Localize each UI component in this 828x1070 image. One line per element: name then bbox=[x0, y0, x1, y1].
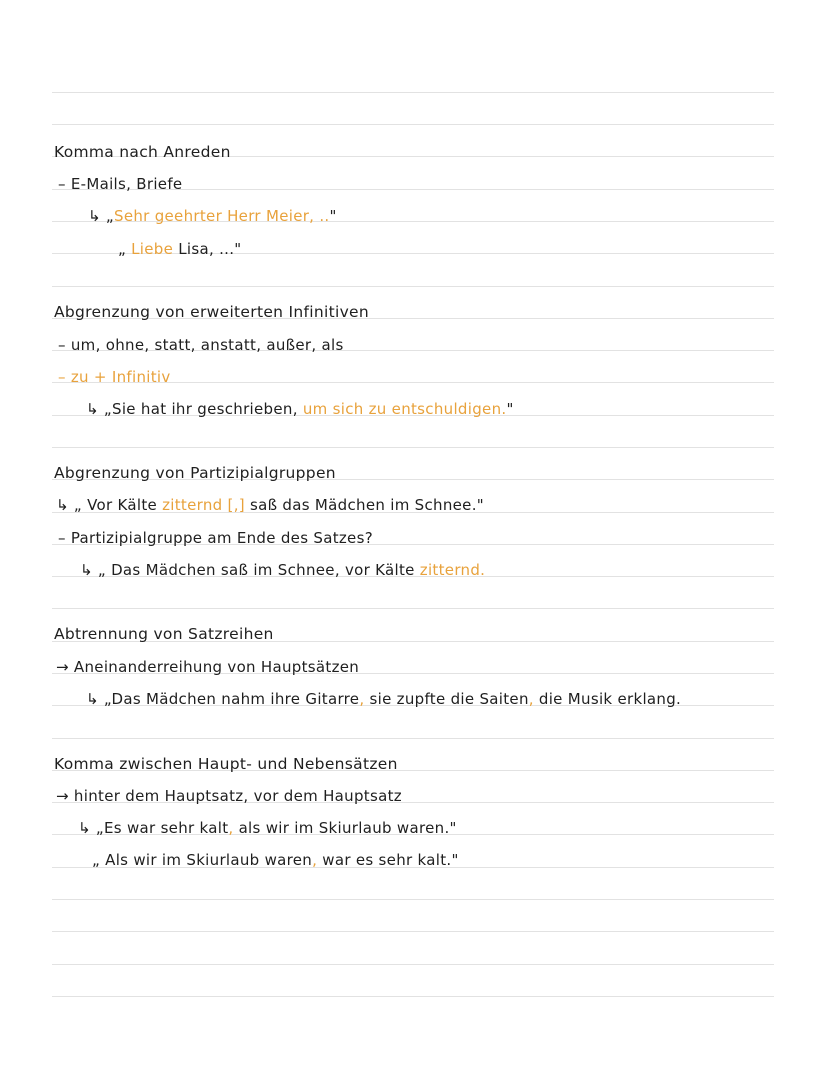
highlighted-comma: , bbox=[528, 690, 534, 708]
section-heading: Abtrennung von Satzreihen bbox=[54, 625, 274, 643]
note-line: – Partizipialgruppe am Ende des Satzes? bbox=[58, 529, 373, 547]
ruled-line bbox=[52, 738, 774, 739]
note-line: → Aneinanderreihung von Hauptsätzen bbox=[56, 658, 360, 676]
example-line bbox=[86, 399, 514, 419]
ruled-line bbox=[52, 964, 774, 965]
highlighted-text: um sich zu entschuldigen. bbox=[302, 400, 507, 418]
dash: – bbox=[58, 368, 71, 386]
ruled-line bbox=[52, 447, 774, 448]
highlighted-text: zitternd. bbox=[419, 561, 486, 579]
section-heading: Komma zwischen Haupt- und Nebensätzen bbox=[54, 755, 398, 773]
section-heading: Abgrenzung von Partizipialgruppen bbox=[54, 464, 336, 482]
ruled-line bbox=[52, 92, 774, 93]
example-text: als wir im Skiurlaub waren." bbox=[233, 819, 457, 837]
example-text: ↳ „ Vor Kälte bbox=[56, 496, 163, 514]
example-line bbox=[86, 689, 681, 709]
note-line: – E-Mails, Briefe bbox=[58, 175, 183, 193]
highlighted-text: zitternd [,] bbox=[162, 496, 245, 514]
example-text: die Musik erklang. bbox=[533, 690, 682, 708]
example-text: „ Als wir im Skiurlaub waren bbox=[92, 851, 313, 869]
highlighted-text: zu + Infinitiv bbox=[70, 368, 171, 386]
highlighted-comma: , bbox=[228, 819, 234, 837]
note-line bbox=[58, 367, 171, 387]
opening-quote: „ bbox=[118, 240, 132, 258]
example-text: sie zupfte die Saiten bbox=[364, 690, 529, 708]
highlighted-comma: , bbox=[359, 690, 365, 708]
example-text: war es sehr kalt." bbox=[317, 851, 459, 869]
example-line bbox=[118, 239, 242, 259]
note-line: → hinter dem Hauptsatz, vor dem Hauptsatz bbox=[56, 787, 402, 805]
example-text: saß das Mädchen im Schnee." bbox=[244, 496, 484, 514]
closing-quote: " bbox=[329, 207, 337, 225]
example-text: ↳ „Es war sehr kalt bbox=[78, 819, 229, 837]
note-line: – um, ohne, statt, anstatt, außer, als bbox=[58, 336, 344, 354]
example-line bbox=[80, 560, 485, 580]
ruled-line bbox=[52, 286, 774, 287]
highlighted-text: Liebe bbox=[131, 240, 174, 258]
ruled-line bbox=[52, 899, 774, 900]
example-text: vor Kälte bbox=[344, 561, 415, 579]
ruled-line bbox=[52, 608, 774, 609]
example-text: ↳ „ Das Mädchen saß im Schnee, bbox=[80, 561, 345, 579]
closing-quote: " bbox=[506, 400, 514, 418]
example-line bbox=[78, 818, 457, 838]
ruled-line bbox=[52, 931, 774, 932]
example-text: ↳ „Das Mädchen nahm ihre Gitarre bbox=[86, 690, 360, 708]
arrow-quote: ↳ „ bbox=[88, 207, 115, 225]
example-text: ↳ „Sie hat ihr geschrieben, bbox=[86, 400, 303, 418]
ruled-line bbox=[52, 996, 774, 997]
example-line bbox=[56, 495, 484, 515]
example-text: Lisa, ..." bbox=[173, 240, 242, 258]
section-heading: Abgrenzung von erweiterten Infinitiven bbox=[54, 303, 370, 321]
section-heading: Komma nach Anreden bbox=[54, 143, 231, 161]
highlighted-text: Sehr geehrter Herr Meier, .. bbox=[114, 207, 330, 225]
example-line bbox=[88, 206, 337, 226]
example-line bbox=[92, 850, 459, 870]
ruled-line bbox=[52, 124, 774, 125]
highlighted-comma: , bbox=[312, 851, 318, 869]
